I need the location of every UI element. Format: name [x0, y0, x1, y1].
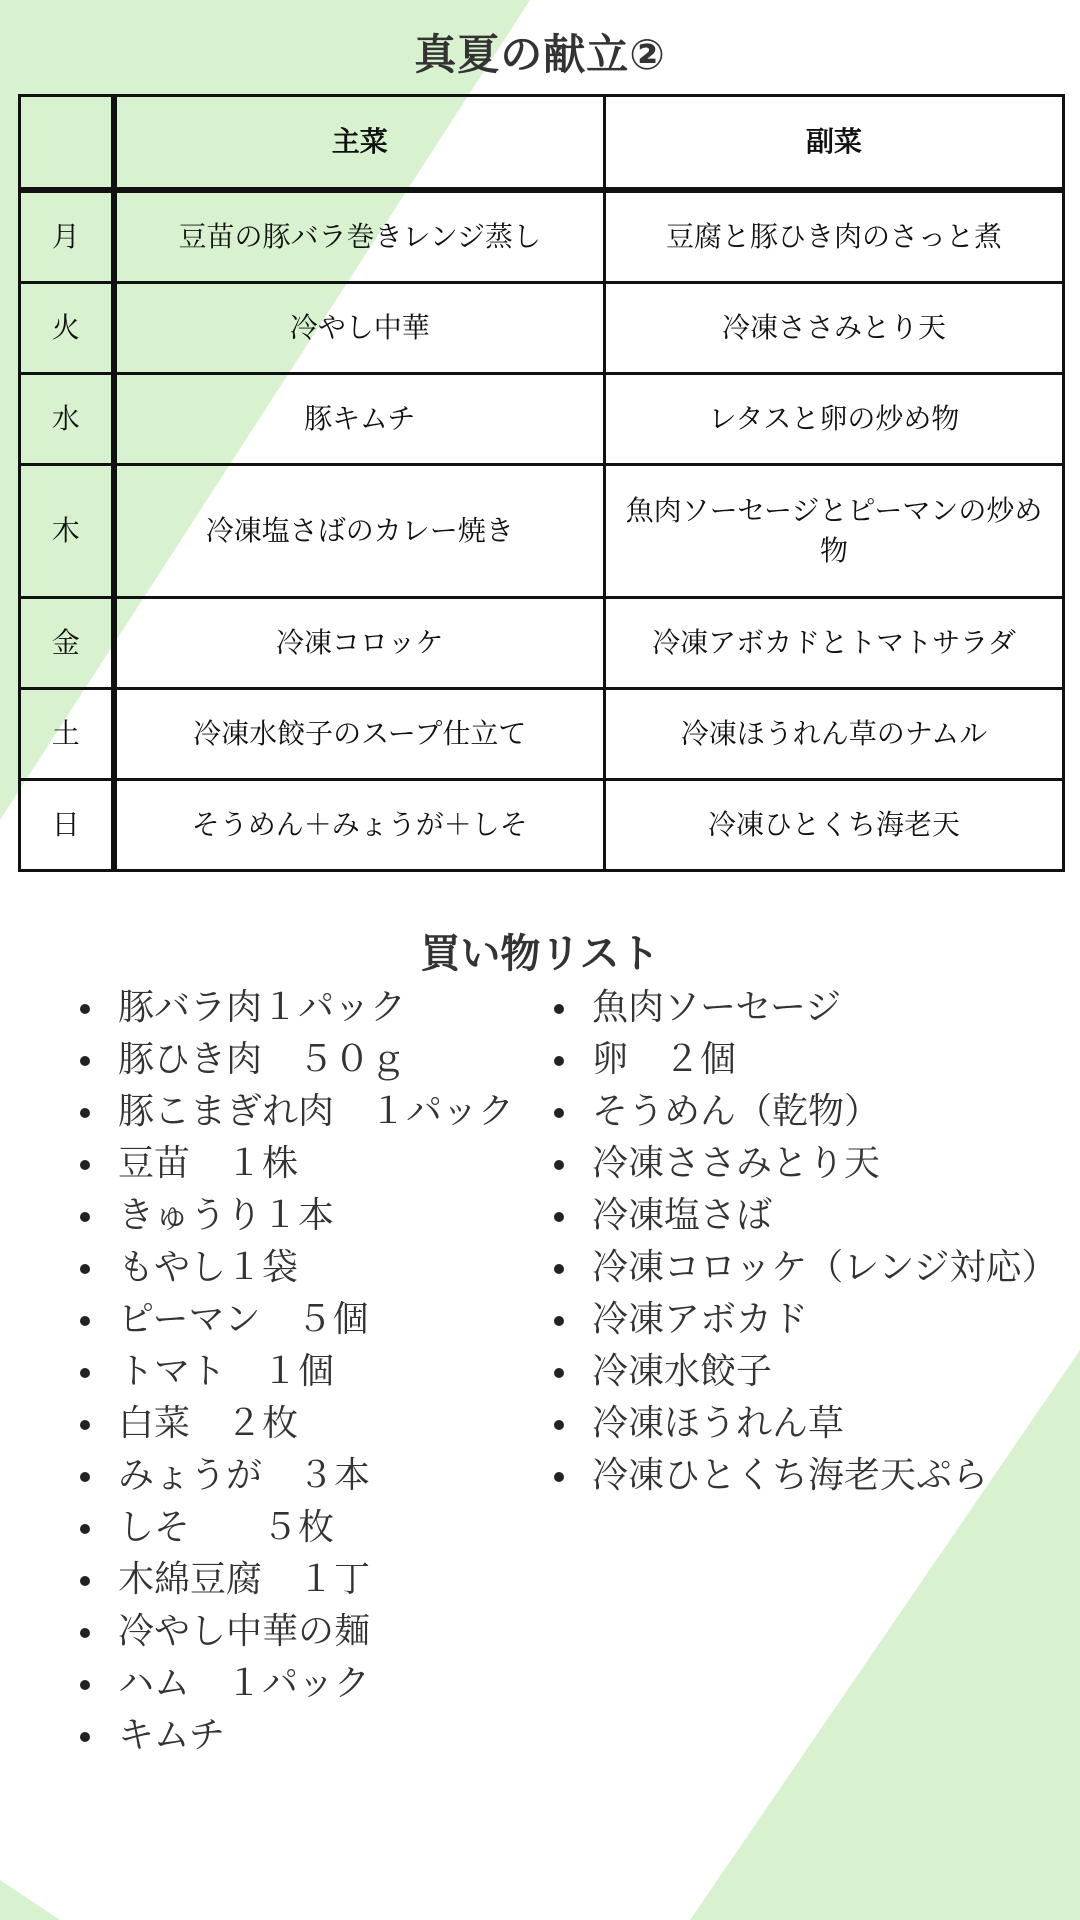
side-dish-cell: 冷凍アボカドとトマトサラダ	[605, 598, 1064, 689]
list-item: 豚バラ肉１パック	[80, 982, 540, 1034]
list-item: しそ ５枚	[80, 1502, 540, 1554]
side-dish-cell: 冷凍ほうれん草のナムル	[605, 689, 1064, 780]
list-item: 木綿豆腐 １丁	[80, 1554, 540, 1606]
list-item: 卵 ２個	[554, 1034, 1064, 1086]
table-row	[20, 190, 1064, 283]
day-cell: 金	[20, 598, 114, 689]
list-item: もやし１袋	[80, 1242, 540, 1294]
main-dish-cell: 冷凍水餃子のスープ仕立て	[114, 689, 605, 780]
main-dish-cell: 冷やし中華	[114, 283, 605, 374]
shopping-list-title: 買い物リスト	[420, 931, 660, 977]
day-cell: 木	[20, 465, 114, 598]
menu-table-header-row	[20, 96, 1064, 191]
list-item: ハム １パック	[80, 1658, 540, 1710]
header-main-dish: 主菜	[114, 96, 605, 191]
list-item: きゅうり１本	[80, 1190, 540, 1242]
main-dish-cell: 豆苗の豚バラ巻きレンジ蒸し	[114, 190, 605, 283]
shopping-list-left	[80, 982, 540, 1762]
list-item: 豆苗 １株	[80, 1138, 540, 1190]
side-dish-cell: レタスと卵の炒め物	[605, 374, 1064, 465]
side-dish-cell: 豆腐と豚ひき肉のさっと煮	[605, 190, 1064, 283]
header-side-dish: 副菜	[605, 96, 1064, 191]
day-cell: 日	[20, 780, 114, 871]
side-dish-cell: 冷凍ささみとり天	[605, 283, 1064, 374]
day-cell: 土	[20, 689, 114, 780]
list-item: 冷やし中華の麺	[80, 1606, 540, 1658]
table-row	[20, 283, 1064, 374]
list-item: 豚ひき肉 ５０ｇ	[80, 1034, 540, 1086]
list-item: 冷凍ほうれん草	[554, 1398, 1064, 1450]
side-dish-cell: 魚肉ソーセージとピーマンの炒め物	[605, 465, 1064, 598]
list-item: 冷凍コロッケ（レンジ対応）	[554, 1242, 1064, 1294]
table-row	[20, 780, 1064, 871]
table-row	[20, 374, 1064, 465]
table-row	[20, 598, 1064, 689]
main-dish-cell: そうめん＋みょうが＋しそ	[114, 780, 605, 871]
list-item: トマト １個	[80, 1346, 540, 1398]
list-item: 冷凍水餃子	[554, 1346, 1064, 1398]
day-cell: 水	[20, 374, 114, 465]
day-cell: 月	[20, 190, 114, 283]
table-row	[20, 465, 1064, 598]
list-item: 白菜 ２枚	[80, 1398, 540, 1450]
list-item: そうめん（乾物）	[554, 1086, 1064, 1138]
list-item: 冷凍塩さば	[554, 1190, 1064, 1242]
list-item: 冷凍アボカド	[554, 1294, 1064, 1346]
main-dish-cell: 冷凍コロッケ	[114, 598, 605, 689]
list-item: 冷凍ささみとり天	[554, 1138, 1064, 1190]
day-cell: 火	[20, 283, 114, 374]
list-item: 冷凍ひとくち海老天ぷら	[554, 1450, 1064, 1502]
list-item: みょうが ３本	[80, 1450, 540, 1502]
list-item: キムチ	[80, 1710, 540, 1762]
menu-table	[18, 94, 1065, 872]
main-dish-cell: 豚キムチ	[114, 374, 605, 465]
list-item: ピーマン ５個	[80, 1294, 540, 1346]
shopping-list-right	[554, 982, 1064, 1502]
table-row	[20, 689, 1064, 780]
list-item: 魚肉ソーセージ	[554, 982, 1064, 1034]
main-dish-cell: 冷凍塩さばのカレー焼き	[114, 465, 605, 598]
header-day	[20, 96, 114, 191]
side-dish-cell: 冷凍ひとくち海老天	[605, 780, 1064, 871]
page-title: 真夏の献立②	[414, 30, 666, 79]
list-item: 豚こまぎれ肉 １パック	[80, 1086, 540, 1138]
